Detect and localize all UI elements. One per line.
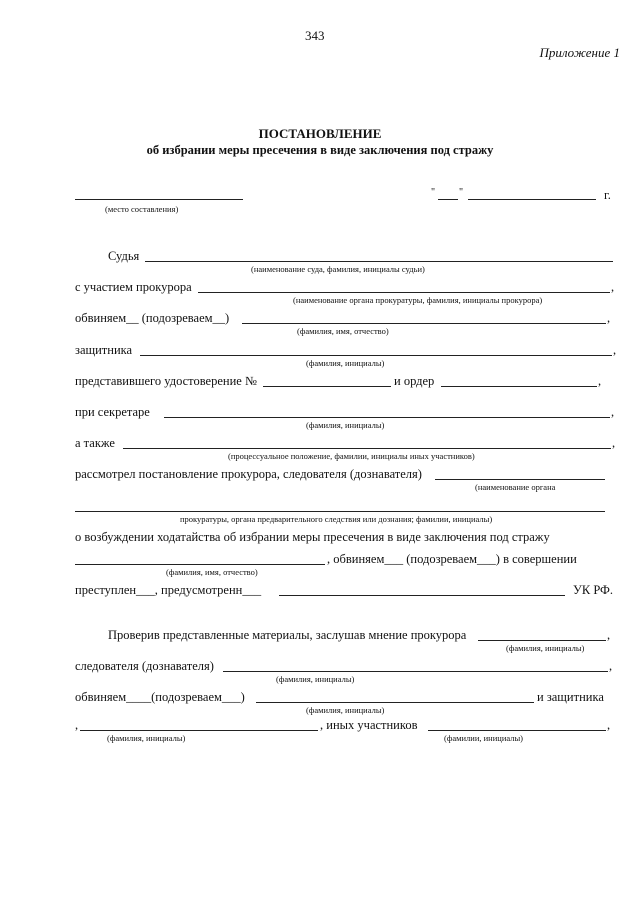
reviewed-line-1[interactable] bbox=[435, 479, 605, 480]
accused-line[interactable] bbox=[242, 323, 606, 324]
prosecutor-caption: (наименование органа прокуратуры, фамилия, инициалы прокурора) bbox=[293, 295, 543, 305]
certificate-number-line[interactable] bbox=[263, 386, 391, 387]
petition-caption: (фамилия, имя, отчество) bbox=[166, 567, 258, 577]
prosecutor-label: с участием прокурора bbox=[75, 280, 192, 294]
accused-comma: , bbox=[607, 311, 611, 325]
reviewed-caption-1: (наименование органа bbox=[475, 482, 556, 492]
reviewed-label: рассмотрел постановление прокурора, следователя (дознавателя) bbox=[75, 467, 422, 481]
defender-line[interactable] bbox=[140, 355, 612, 356]
judge-line[interactable] bbox=[145, 261, 613, 262]
investigator-comma: , bbox=[609, 659, 613, 673]
document-subtitle: об избрании меры пресечения в виде заключения под стражу bbox=[146, 143, 494, 157]
secretary-line[interactable] bbox=[164, 417, 610, 418]
order-number-line[interactable] bbox=[441, 386, 597, 387]
defender-caption: (фамилия, инициалы) bbox=[306, 358, 385, 368]
petition-name-line[interactable] bbox=[75, 564, 325, 565]
crime-article-line[interactable] bbox=[279, 595, 565, 596]
accused2-caption: (фамилия, инициалы) bbox=[306, 705, 385, 715]
defender-comma: , bbox=[613, 343, 617, 357]
also-caption: (процессуальное положение, фамилии, инициалы иных участников) bbox=[228, 451, 475, 461]
others-line[interactable] bbox=[428, 730, 606, 731]
crime-label: преступлен___, предусмотренн___ bbox=[75, 583, 262, 597]
appendix-label: Приложение 1 bbox=[539, 45, 620, 60]
date-quote-close: " bbox=[459, 187, 464, 198]
checked-caption: (фамилия, инициалы) bbox=[506, 643, 585, 653]
accused-label: обвиняем__ (подозреваем__) bbox=[75, 311, 230, 325]
page-number: 343 bbox=[305, 28, 325, 43]
date-quote-open: " bbox=[431, 187, 436, 198]
certificate-label: представившего удостоверение № bbox=[75, 374, 257, 388]
investigator-line[interactable] bbox=[223, 671, 608, 672]
petition-text: о возбуждении ходатайства об избрании меры пресечения в виде заключения под стражу bbox=[75, 530, 550, 544]
checked-text: Проверив представленные материалы, заслушав мнение прокурора bbox=[108, 628, 467, 642]
accused-caption: (фамилия, имя, отчество) bbox=[297, 326, 389, 336]
judge-caption: (наименование суда, фамилия, инициалы судьи) bbox=[251, 264, 425, 274]
secretary-comma: , bbox=[611, 405, 615, 419]
date-day-line[interactable] bbox=[438, 199, 458, 200]
reviewed-caption-2: прокуратуры, органа предварительного следствия или дознания; фамилии, инициалы) bbox=[180, 514, 493, 524]
place-line[interactable] bbox=[75, 199, 243, 200]
checked-prosecutor-line[interactable] bbox=[478, 640, 606, 641]
order-label: и ордер bbox=[394, 374, 435, 388]
others-comma-lead: , bbox=[75, 718, 79, 732]
secretary-caption: (фамилия, инициалы) bbox=[306, 420, 385, 430]
place-caption: (место составления) bbox=[105, 204, 179, 214]
accused2-defender-label: и защитника bbox=[537, 690, 604, 704]
prosecutor-comma: , bbox=[611, 280, 615, 294]
investigator-caption: (фамилия, инициалы) bbox=[276, 674, 355, 684]
crime-code-label: УК РФ. bbox=[573, 583, 614, 597]
accused2-label: обвиняем____(подозреваем___) bbox=[75, 690, 245, 704]
judge-label: Судья bbox=[108, 249, 140, 263]
accused2-line[interactable] bbox=[256, 702, 534, 703]
also-comma: , bbox=[612, 436, 616, 450]
others-label: , иных участников bbox=[320, 718, 418, 732]
others-defender-line[interactable] bbox=[80, 730, 318, 731]
secretary-label: при секретаре bbox=[75, 405, 150, 419]
certificate-comma: , bbox=[598, 374, 602, 388]
prosecutor-line[interactable] bbox=[198, 292, 610, 293]
document-title: ПОСТАНОВЛЕНИЕ bbox=[258, 126, 382, 141]
also-label: а также bbox=[75, 436, 115, 450]
defender-label: защитника bbox=[75, 343, 133, 357]
investigator-label: следователя (дознавателя) bbox=[75, 659, 214, 673]
reviewed-line-2[interactable] bbox=[75, 511, 605, 512]
petition-accused-text: , обвиняем___ (подозреваем___) в совершении bbox=[327, 552, 577, 566]
date-year-label: г. bbox=[604, 188, 611, 202]
others-comma: , bbox=[607, 718, 611, 732]
others-caption-right: (фамилии, инициалы) bbox=[444, 733, 524, 743]
others-caption-left: (фамилия, инициалы) bbox=[107, 733, 186, 743]
also-line[interactable] bbox=[123, 448, 611, 449]
checked-comma: , bbox=[607, 628, 611, 642]
date-month-line[interactable] bbox=[468, 199, 596, 200]
